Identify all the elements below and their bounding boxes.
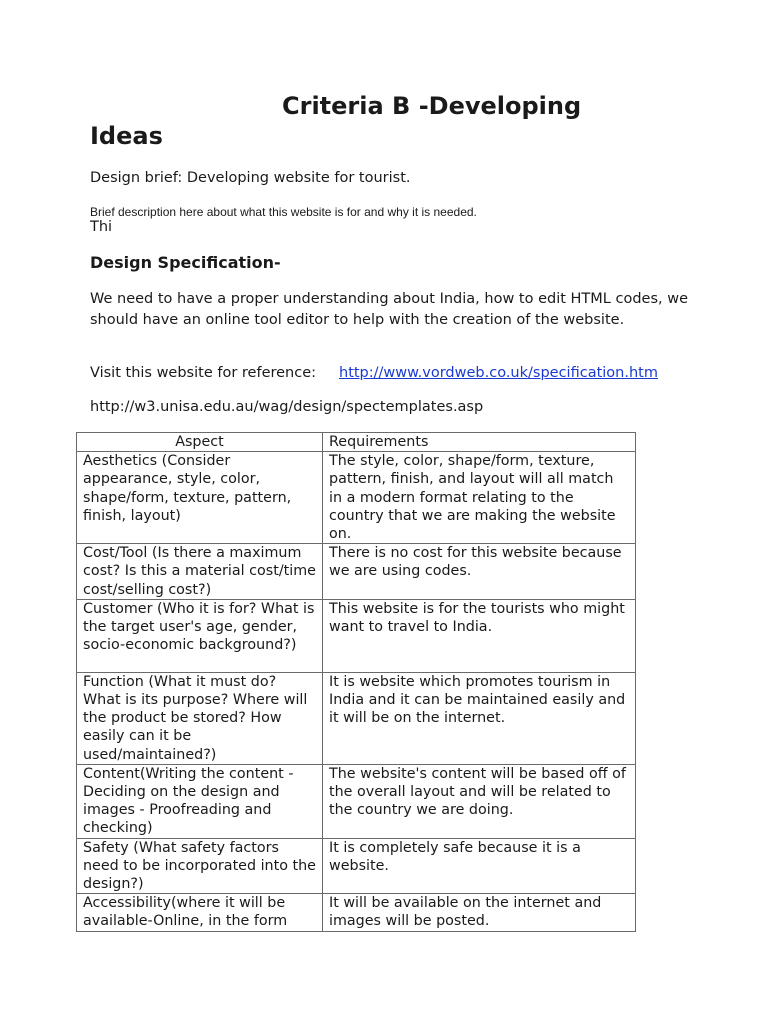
header-requirements: Requirements xyxy=(323,433,636,452)
table-row xyxy=(77,894,636,931)
table-row xyxy=(77,838,636,894)
page-title-line-2: Ideas xyxy=(90,122,163,150)
table-row xyxy=(77,672,636,764)
brief-description-text: Brief description here about what this website is for and why it is needed. xyxy=(90,205,477,219)
aspect-cell: Cost/Tool (Is there a maximum cost? Is this a material cost/time cost/selling cost?) xyxy=(77,544,323,600)
table-header-row xyxy=(77,433,636,452)
table-row xyxy=(77,452,636,544)
requirement-cell: There is no cost for this website because we are using codes. xyxy=(323,544,636,600)
table-row xyxy=(77,764,636,838)
visit-reference-label: Visit this website for reference: xyxy=(90,365,317,381)
requirement-cell: The website's content will be based off of the overall layout and will be related to the country we are doing. xyxy=(323,764,636,838)
page-title-line-1: Criteria B -Developing xyxy=(282,92,582,120)
table-row xyxy=(77,599,636,672)
design-brief-text: Design brief: Developing website for tourist. xyxy=(90,170,411,186)
design-specification-paragraph: We need to have a proper understanding about India, how to edit HTML codes, we should have an online tool editor to help with the creation of the website. xyxy=(90,291,689,328)
requirement-cell: It will be available on the internet and images will be posted. xyxy=(323,894,636,931)
second-reference-url: http://w3.unisa.edu.au/wag/design/spectemplates.asp xyxy=(90,399,484,415)
aspect-cell: Safety (What safety factors need to be incorporated into the design?) xyxy=(77,838,323,894)
aspect-cell: Customer (Who it is for? What is the target user's age, gender, socio-economic background?) xyxy=(77,599,323,672)
reference-link[interactable]: http://www.vordweb.co.uk/specification.htm xyxy=(339,365,658,381)
aspect-cell: Aesthetics (Consider appearance, style, color, shape/form, texture, pattern, finish, layout) xyxy=(77,452,323,544)
design-specification-heading: Design Specification- xyxy=(90,253,281,272)
requirement-cell: It is website which promotes tourism in India and it can be maintained easily and it will be on the internet. xyxy=(323,672,636,764)
requirement-cell: This website is for the tourists who might want to travel to India. xyxy=(323,599,636,672)
table-row xyxy=(77,544,636,600)
aspect-cell: Function (What it must do? What is its purpose? Where will the product be stored? How easily can it be used/maintained?) xyxy=(77,672,323,764)
aspect-cell: Accessibility(where it will be available-Online, in the form xyxy=(77,894,323,931)
requirement-cell: It is completely safe because it is a website. xyxy=(323,838,636,894)
brief-fragment-text: Thi xyxy=(90,219,113,235)
requirement-cell: The style, color, shape/form, texture, pattern, finish, and layout will all match in a modern format relating to the country that we are making the website on. xyxy=(323,452,636,544)
specification-table xyxy=(76,432,636,932)
aspect-cell: Content(Writing the content - Deciding on the design and images - Proofreading and checking) xyxy=(77,764,323,838)
header-aspect: Aspect xyxy=(77,433,323,452)
